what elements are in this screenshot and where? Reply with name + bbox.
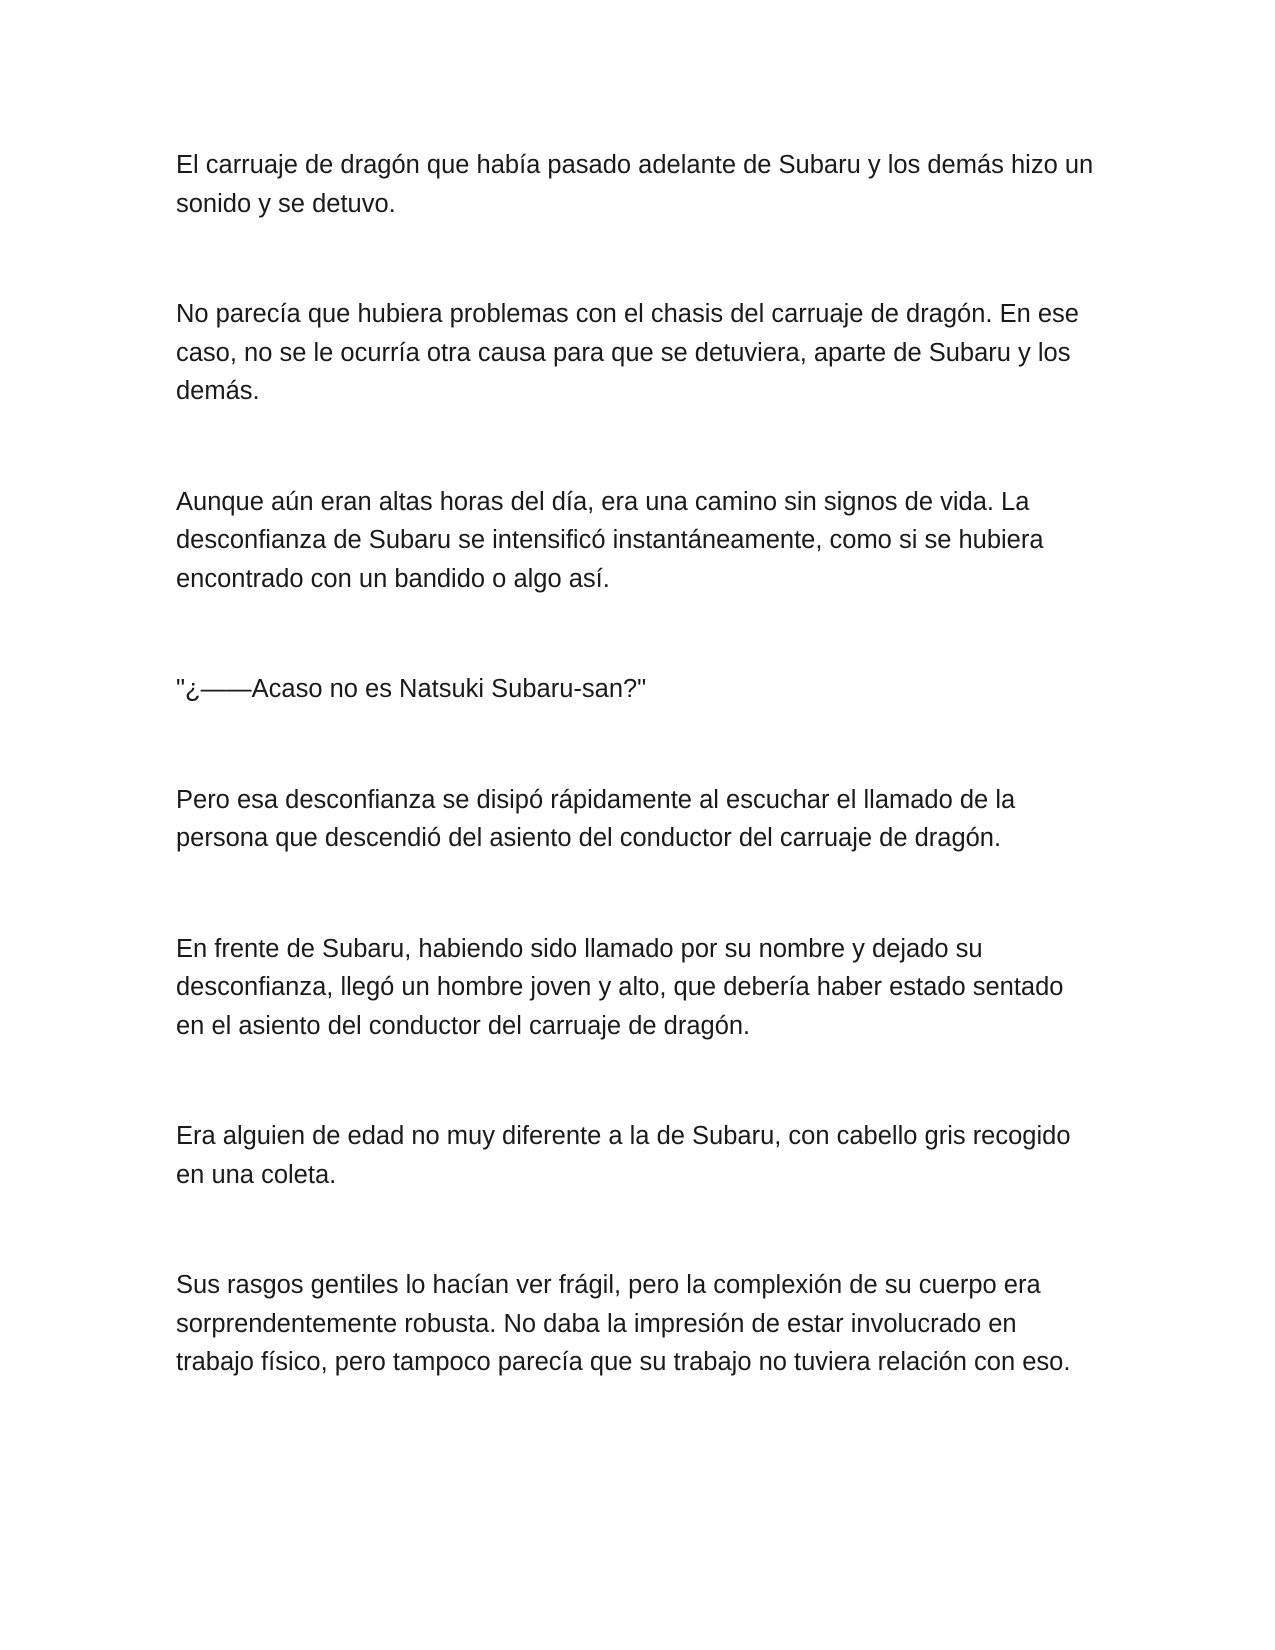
paragraph: En frente de Subaru, habiendo sido llamado por su nombre y dejado su desconfianza, llegó un hombre joven y alto, que debería haber estado sentado en el asiento del conductor del carruaje de dragón.: [176, 934, 1064, 1040]
paragraph: No parecía que hubiera problemas con el chasis del carruaje de dragón. En ese caso, no se le ocurría otra causa para que se detuviera, aparte de Subaru y los demás.: [176, 300, 1079, 405]
paragraph: Aunque aún eran altas horas del día, era una camino sin signos de vida. La desconfianza de Subaru se intensificó instantáneamente, como si se hubiera encontrado con un bandido o algo así.: [176, 487, 1044, 593]
dialogue-line: "¿——Acaso no es Natsuki Subaru-san?": [176, 675, 647, 703]
text-body: [176, 146, 1096, 1454]
paragraph: Era alguien de edad no muy diferente a la de Subaru, con cabello gris recogido en una coleta.: [176, 1122, 1071, 1189]
paragraph: Sus rasgos gentiles lo hacían ver frágil, pero la complexión de su cuerpo era sorprendentemente robusta. No daba la impresión de estar involucrado en trabajo físico, pero tampoco parecía que su trabajo no tuviera relación con eso.: [176, 1271, 1071, 1376]
paragraph: Pero esa desconfianza se disipó rápidamente al escuchar el llamado de la persona que descendió del asiento del conductor del carruaje de dragón.: [176, 785, 1016, 852]
paragraph: El carruaje de dragón que había pasado adelante de Subaru y los demás hizo un sonido y se detuvo.: [176, 151, 1094, 218]
